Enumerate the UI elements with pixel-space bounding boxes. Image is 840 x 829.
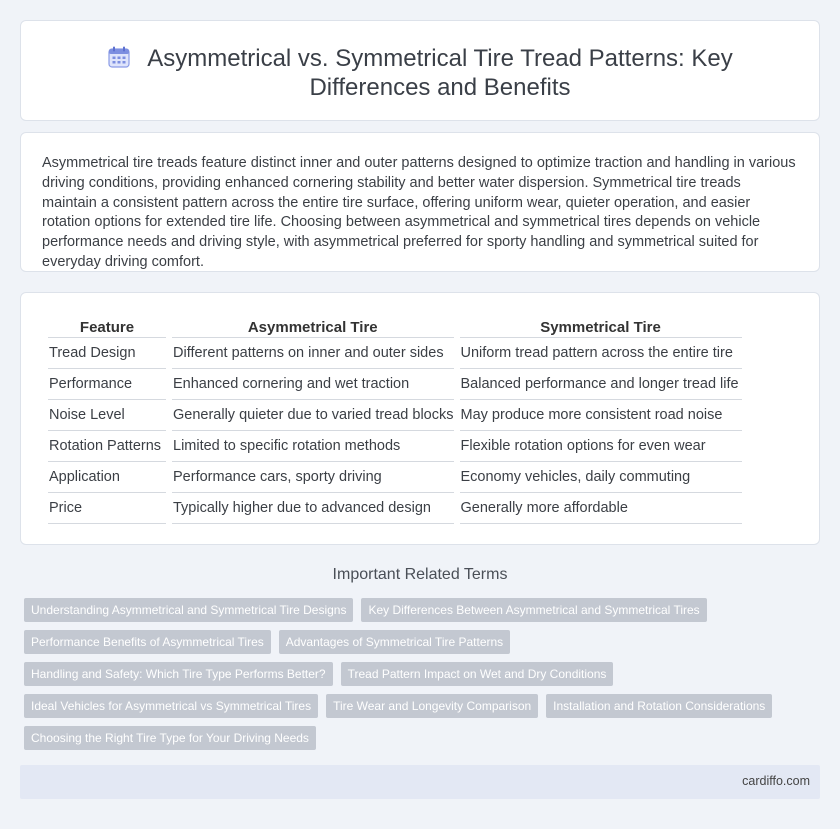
related-term-tag[interactable]: Installation and Rotation Considerations — [546, 694, 772, 718]
related-term-tag[interactable]: Performance Benefits of Asymmetrical Tires — [24, 630, 271, 654]
table-cell: Generally more affordable — [460, 493, 742, 524]
table-cell: Typically higher due to advanced design — [172, 493, 454, 524]
table-row — [48, 462, 742, 493]
table-cell: Economy vehicles, daily commuting — [460, 462, 742, 493]
table-row — [48, 369, 742, 400]
table-cell: Application — [48, 462, 166, 493]
title-card — [20, 20, 820, 121]
table-cell: Price — [48, 493, 166, 524]
table-cell: Generally quieter due to varied tread blocks — [172, 400, 454, 431]
related-term-tag[interactable]: Tire Wear and Longevity Comparison — [326, 694, 538, 718]
related-terms-list — [24, 598, 794, 758]
footer — [20, 765, 820, 799]
footer-site-link[interactable]: cardiffo.com — [742, 774, 810, 788]
table-cell: Flexible rotation options for even wear — [460, 431, 742, 462]
related-term-tag[interactable]: Handling and Safety: Which Tire Type Performs Better? — [24, 662, 333, 686]
page-title: Asymmetrical vs. Symmetrical Tire Tread Patterns: Key Differences and Benefits — [147, 45, 733, 101]
intro-card — [20, 132, 820, 272]
table-cell: Rotation Patterns — [48, 431, 166, 462]
table-cell: Performance cars, sporty driving — [172, 462, 454, 493]
related-term-tag[interactable]: Choosing the Right Tire Type for Your Driving Needs — [24, 726, 316, 750]
related-term-tag[interactable]: Understanding Asymmetrical and Symmetrical Tire Designs — [24, 598, 353, 622]
table-row — [48, 400, 742, 431]
table-header-row — [48, 315, 742, 338]
table-row — [48, 431, 742, 462]
table-cell: Different patterns on inner and outer sides — [172, 338, 454, 369]
table-row — [48, 493, 742, 524]
column-header-asymmetrical: Asymmetrical Tire — [172, 315, 454, 338]
comparison-table — [42, 315, 748, 524]
table-cell: Limited to specific rotation methods — [172, 431, 454, 462]
intro-paragraph: Asymmetrical tire treads feature distinct inner and outer patterns designed to optimize traction and handling in various driving conditions, providing enhanced cornering stability and better water dispersion. Symmetrical tire treads maintain a consistent pattern across the entire tire surface, offering uniform wear, quieter operation, and easier rotation options for extended tire life. Choosing between asymmetrical and symmetrical tires depends on vehicle performance needs and driving style, with asymmetrical preferred for sporty handling and symmetrical suited for everyday driving comfort. — [42, 155, 796, 270]
related-term-tag[interactable]: Tread Pattern Impact on Wet and Dry Conditions — [341, 662, 614, 686]
table-cell: Noise Level — [48, 400, 166, 431]
column-header-feature: Feature — [48, 315, 166, 338]
table-cell: Tread Design — [48, 338, 166, 369]
related-terms-heading: Important Related Terms — [332, 566, 508, 583]
table-cell: Enhanced cornering and wet traction — [172, 369, 454, 400]
table-cell: Balanced performance and longer tread life — [460, 369, 742, 400]
comparison-table-card — [20, 292, 820, 545]
related-term-tag[interactable]: Advantages of Symmetrical Tire Patterns — [279, 630, 510, 654]
related-term-tag[interactable]: Key Differences Between Asymmetrical and Symmetrical Tires — [361, 598, 706, 622]
column-header-symmetrical: Symmetrical Tire — [460, 315, 742, 338]
table-cell: Performance — [48, 369, 166, 400]
table-cell: Uniform tread pattern across the entire tire — [460, 338, 742, 369]
table-row — [48, 338, 742, 369]
related-term-tag[interactable]: Ideal Vehicles for Asymmetrical vs Symmetrical Tires — [24, 694, 318, 718]
table-cell: May produce more consistent road noise — [460, 400, 742, 431]
